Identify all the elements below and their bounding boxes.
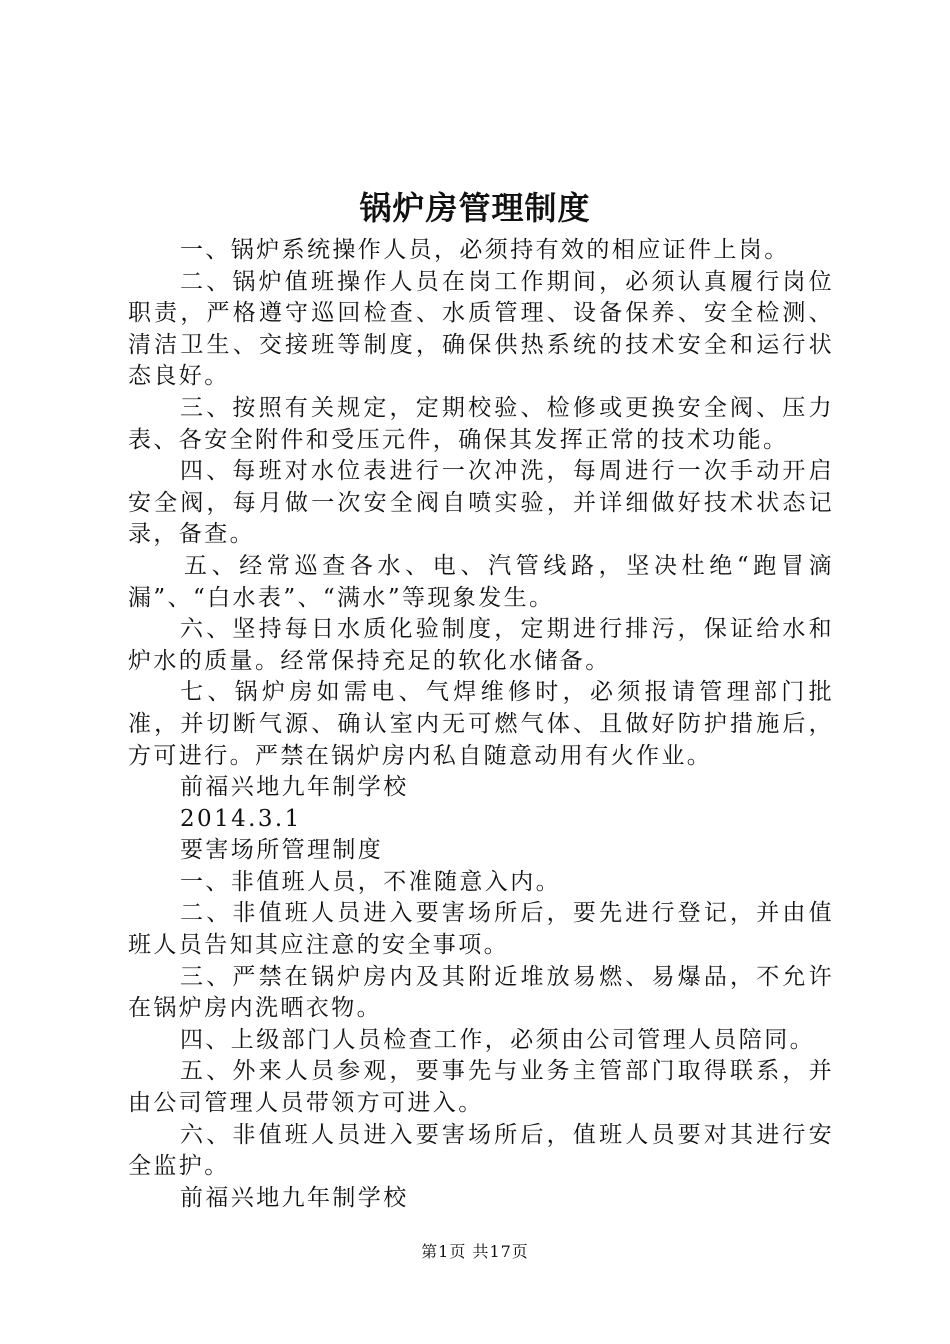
- paragraph-rule-7: 七、锅炉房如需电、气焊维修时，必须报请管理部门批准，并切断气源、确认室内无可燃气体、且做好防护措施后，方可进行。严禁在锅炉房内私自随意动用有火作业。: [128, 679, 834, 769]
- signature-school: 前福兴地九年制学校: [180, 774, 409, 801]
- document-body: [128, 235, 834, 1214]
- signature-school-2: 前福兴地九年制学校: [180, 1184, 409, 1211]
- paragraph-rule-6: 六、坚持每日水质化验制度，定期进行排污，保证给水和炉水的质量。经常保持充足的软化水储备。: [128, 616, 834, 674]
- signature-date: 2014.3.1: [180, 805, 302, 832]
- paragraph-key-rule-3: 三、严禁在锅炉房内及其附近堆放易燃、易爆品，不允许在锅炉房内洗晒衣物。: [128, 963, 834, 1022]
- paragraph-rule-3: 三、按照有关规定，定期校验、检修或更换安全阀、压力表、各安全附件和受压元件，确保其发挥正常的技术功能。: [128, 394, 834, 453]
- paragraph-key-rule-4: 四、上级部门人员检查工作，必须由公司管理人员陪同。: [180, 1026, 815, 1053]
- paragraph-rule-5: 五、经常巡查各水、电、汽管线路，坚决杜绝“跑冒滴漏”、“白水表”、“满水”等现象发生。: [128, 552, 834, 611]
- document-title: 锅炉房管理制度: [359, 189, 591, 227]
- paragraph-key-rule-2: 二、非值班人员进入要害场所后，要先进行登记，并由值班人员告知其应注意的安全事项。: [128, 900, 834, 959]
- section-title-key-areas: 要害场所管理制度: [180, 837, 384, 864]
- paragraph-key-rule-6: 六、非值班人员进入要害场所后，值班人员要对其进行安全监护。: [128, 1121, 834, 1180]
- paragraph-rule-2: 二、锅炉值班操作人员在岗工作期间，必须认真履行岗位职责，严格遵守巡回检查、水质管理、设备保养、安全检测、清洁卫生、交接班等制度，确保供热系统的技术安全和运行状态良好。: [128, 268, 834, 390]
- paragraph-key-rule-5: 五、外来人员参观，要事先与业务主管部门取得联系，并由公司管理人员带领方可进入。: [128, 1058, 834, 1117]
- paragraph-key-rule-1: 一、非值班人员，不准随意入内。: [180, 868, 561, 895]
- paragraph-rule-4: 四、每班对水位表进行一次冲洗，每周进行一次手动开启安全阀，每月做一次安全阀自喷实验，并详细做好技术状态记录，备查。: [128, 458, 834, 548]
- paragraph-rule-1: 一、锅炉系统操作人员，必须持有效的相应证件上岗。: [180, 237, 790, 263]
- page-number: 第1页 共17页: [421, 1242, 529, 1261]
